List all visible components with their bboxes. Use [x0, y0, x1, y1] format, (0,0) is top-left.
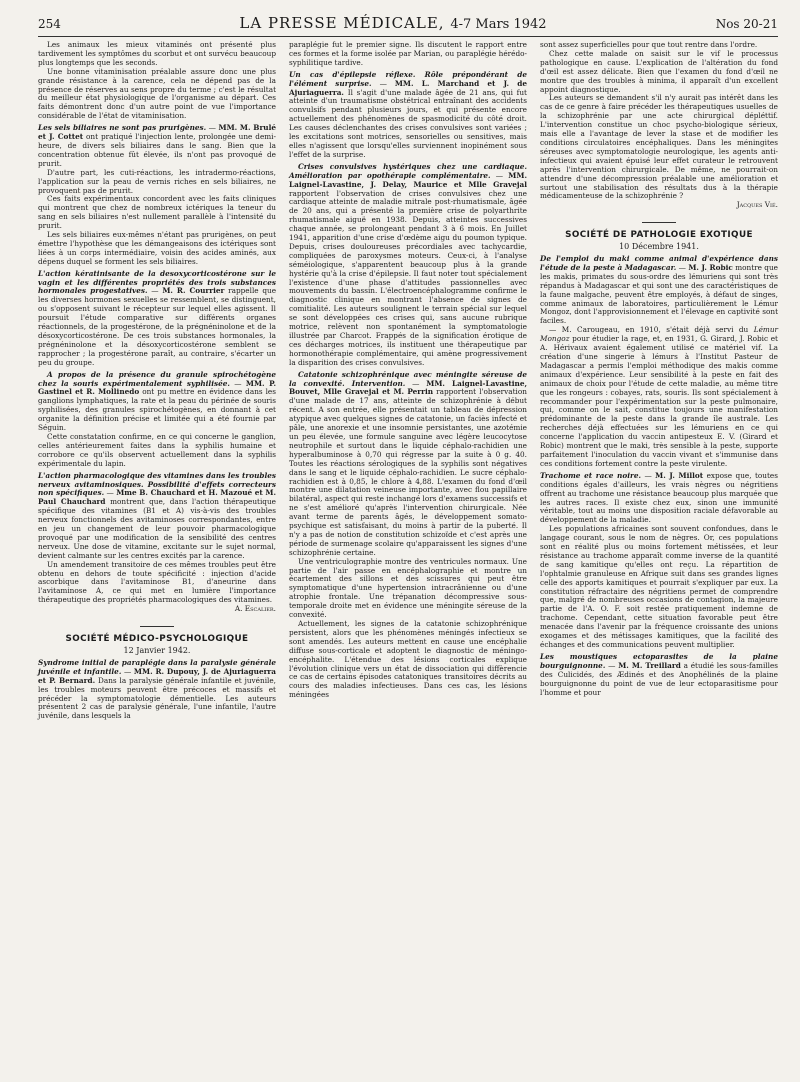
article-authors: MM. L. Marchand et J. de Ajuriaguerra. — [289, 78, 527, 97]
signature: Jacques Vié. — [736, 200, 778, 210]
article-text: montre que les makis, primates du sous-ordre des lémuriens qui sont très répandus à Madagascar et qui sont une des caractéristiques de la faune malgache, peuvent être employés, à défaut de singes, comme animaux de laboratoires, particulièrement le Lémur Mongoz, dont l'approvisionnement et l'élevage en captivité sont faciles. — [540, 262, 778, 326]
article-trachome: Trachome et race noire. — M. J. Millot expose que, toutes conditions égales d'ailleurs, les vrais nègres ou négritiens offrent au trachome une résistance beaucoup plus marquée que les autres races. Il existe chez eux, sinon une immunité véritable, tout au moins une disposition raciale défavorable au développement de la maladie. — [540, 470, 778, 525]
article-authors: MM. Laignel-Lavastine, Bouvet, Mlle Gravejal et M. Perrin — [289, 378, 528, 397]
article-text: Il s'agit d'une malade âgée de 21 ans, qui fut atteinte d'un traumatisme obstétrical entraînant des accidents convulsifs pendant plusieurs jours, et qui présente encore actuellement des phénomènes de spasmodicité du côté droit. Les causes déclenchantes des crises convulsives sont variées ; les excitations sont motrices, sensorielles ou sensitives, mais elles n'agissent que lorsqu'elles surviennent inopinément sous l'effet de la surprise. — [289, 87, 527, 159]
article-title: L'action pharmacologique des vitamines dans les troubles nerveux avitaminosiques. Possibilité d'effets correcteurs non spécifiques. — [38, 470, 276, 498]
paragraph: paraplégie fut le premier signe. Ils discutent le rapport entre ces formes et la forme isolée par Marian, ou paraplégie hérédo-syphilitique tardive. — [289, 40, 527, 67]
paragraph: Les auteurs se demandent s'il n'y aurait pas intérêt dans les cas de ce genre à faire précéder les thérapeutiques usuelles de la schizophrénie par une acte chirurgical dépléttif. L'intervention constitue un choc psycho-biologique sérieux, mais elle a l'avantage de lever la stase et de modifier les conditions circulatoires encéphaliques. Dans les méningites séreuses avec symptomatologie neurologique, les agents anti-infectieux qui avaient épuisé leur effet curateur le retrouvent après l'intervention chirurgicale. De même, ne pourrait-on attendre d'une décompression préalable une amélioration et surtout une stabilisation des résultats dus à la thérapie médicamenteuse de la schizophrénie ? — [540, 93, 778, 201]
column-2 — [289, 41, 527, 721]
column-1 — [38, 41, 276, 721]
issue-number: Nos 20-21 — [715, 17, 778, 31]
article-authors: M. J. Millot — [655, 470, 704, 480]
section-title: SOCIÉTÉ MÉDICO-PSYCHOLOGIQUE — [65, 634, 249, 645]
article-text: rappelle que les diverses hormones sexuelles se ressemblent, se distinguent, ou s'opposent suivant le récepteur sur lequel elles agissent. Il poursuit l'étude comparative sur différents organes réactionnels, de la progestérone, de la prégnéninolone et de la désoxycorticostérone. De ces trois substances hormonales, la prégnéninolone et la désoxycorticostérone semblent se rapprocher ; la progestérone paraît, au contraire, s'écarter un peu du groupe. — [38, 286, 277, 367]
article-text: expose que, toutes conditions égales d'ailleurs, les vrais nègres ou négritiens offrent au trachome une résistance beaucoup plus marquée que les autres races. Il existe chez eux, sinon une immunité véritable, tout au moins une disposition raciale défavorable au développement de la maladie. — [540, 470, 778, 525]
paragraph-text: pour étudier la rage, et, en 1931, G. Girard, J. Robic et A. Hérivaux avaient également utilisé ce matériel vif. La création d'une singerie à lémurs à l'Institut Pasteur de Madagascar a permis l'emploi méthodique des makis comme animaux d'expérience. Leur sensibilité à la peste en fait des animaux de choix pour l'étude de cette maladie, au même titre que les rongeurs : cobayes, rats, souris. Ils sont spécialement à recommander pour l'expérimentation sur la peste pulmonaire, qui, comme on le sait, constitue toujours une manifestation prédominante de la peste dans la grande île australe. Les recherches déjà effectuées sur les lémuriens en ce qui concerne l'application du vaccin antipesteux E. V. (Girard et Robic) montrent que le maki, très sensible à la peste, supporte parfaitement l'inoculation du vaccin vivant et s'immunise dans ces conditions fortement contre la peste virulente. — [540, 334, 778, 468]
article-authors: MM. P. Gastinel et R. Mollinedo — [38, 378, 276, 397]
page-number: 254 — [38, 17, 61, 31]
issue-date: 4-7 Mars 1942 — [450, 17, 547, 32]
article-authors: Mme B. Chauchard et H. Mazoué et M. Paul Chauchard — [38, 488, 276, 507]
article-epilepsie-reflexe: Un cas d'épilepsie réflexe. Rôle prépondérant de l'élément surprise. — MM. L. Marchand et J. de Ajuriaguerra. Il s'agit d'une malade âgée de 21 ans, qui fut atteinte d'un traumatisme obstétrical entraînant des accidents convulsifs pendant plusieurs jours, et qui présente encore actuellement des phénomènes de spasmodicité du côté droit. Les causes déclenchantes des crises convulsives sont variées ; les excitations sont motrices, sensorielles ou sensitives, mais elles n'agissent que lorsqu'elles surviennent inopinément sous l'effet de la surprise. — [289, 69, 527, 159]
signature: A. Escalier. — [234, 604, 276, 614]
emphasis-text: Lémur Mongoz — [540, 325, 779, 344]
article-title: De l'emploi du maki comme animal d'expérience dans l'étude de la peste à Madagascar. — [540, 254, 778, 272]
paragraph: sont assez superficielles pour que tout rentre dans l'ordre. — [540, 40, 758, 49]
article-vitamines: L'action pharmacologique des vitamines dans les troubles nerveux avitaminosiques. Possibilité d'effets correcteurs non spécifiques. — Mme B. Chauchard et H. Mazoué et M. Paul Chauchard montrent que, dans l'action thérapeutique spécifique des vitamines (B1 et A) vis-à-vis des troubles nerveux fonctionnels des avitaminoses correspondantes, entre en jeu un changement de leur pouvoir pharmacologique provoqué par une modification de la sensibilité des centres nerveux. Une dose de vitamine, excitante sur le sujet normal, devient calmante sur les centres excités par la carence. — [38, 470, 276, 560]
columns — [38, 41, 778, 721]
article-text: ont pu mettre en évidence dans les ganglions lymphatiques, la rate et la peau du périnée de souris syphilisées, des granules spirochétogènes, en donnant à cet organite la définition précise et limitée qui a été fournie par Séguin. — [38, 387, 276, 433]
article-catatonie: Catatonie schizophrénique avec méningite séreuse de la convexité. Intervention. — MM. Laignel-Lavastine, Bouvet, Mlle Gravejal et M. Perrin rapportent l'observation d'une malade de 17 ans, atteinte de schizophrénie à début récent. A son entrée, elle présentait un tableau de dépression atypique avec quelques signes de catatonie, un faciès infecté et pâle, une anorexie et une insomnie persistantes, une azotémie un peu élevée, une formule sanguine avec légère leucocytose neutrophile et surtout dans le liquide céphalo-rachidien une hyperalbuminose à 0,70 qui régresse par la suite à 0 g. 40. Toutes les réactions sérologiques de la syphilis sont négatives dans le sang et le liquide céphalo-rachidien. Le sucre céphalo-rachidien est à 0,85, le chlore à 4,88. L'examen du fond d'œil montre une dilatation veineuse importante, avec flou papillaire bilatéral, aspect qui reste inchangé lors d'examens successifs et ne s'est amélioré qu'après l'intervention chirurgicale. Née avant terme de parents âgés, le développement somato-psychique est satisfaisant, du moins à partir de la puberté. Il n'y a pas de notion de constitution schizoïde et c'est après une période de surmenage scolaire qu'apparaissent les signes d'une schizophrénie certaine. — [289, 369, 528, 557]
article-sels-biliaires: Les sels biliaires ne sont pas prurigènes. — MM. M. Brulé et J. Cottet ont pratiqué l'injection lente, prolongée une demi-heure, de divers sels biliaires dans le sang. Bien que la concentration obtenue fût élevée, ils n'ont pas provoqué de prurit. — [38, 123, 277, 168]
section-header-pathologie-exotique — [540, 222, 778, 252]
article-granule-spirochetogene: A propos de la présence du granule spirochétogène chez la souris expérimentalement syphilisée. — MM. P. Gastinel et R. Mollinedo ont pu mettre en évidence dans les ganglions lymphatiques, la rate et la peau du périnée de souris syphilisées, des granules spirochétogènes, en donnant à cet organite la définition précise et limitée qui a été fournie par Séguin. — [38, 369, 276, 433]
paragraph: Les sels biliaires eux-mêmes n'étant pas prurigènes, on peut émettre l'hypothèse que les démangeaisons des ictériques sont liées à un corps intermédiaire, voisin des acides aminés, aux dépens duquel se forment les sels biliaires. — [38, 230, 276, 266]
article-text: a étudié les sous-familles des Culicidés, des Ædinés et des Anophélinés de la plaine bourguignonne du point de vue de leur ectoparasitisme pour l'homme et pour — [540, 660, 779, 697]
section-date: 10 Décembre 1941. — [619, 242, 699, 252]
article-title: L'action kératinisante de la desoxycorticostérone sur le vagin et les différentes propriétés des trois substances hormonales progestatives. — [38, 268, 276, 296]
article-paraplegie: Syndrome initial de paraplégie dans la paralysie générale juvénile et infantile. — MM. R. Dupouy, J. de Ajuriaguerra et P. Bernard. Dans la paralysie générale infantile et juvénile, les troubles moteurs peuvent être précoces et massifs et précéder la symptomatologie démentielle. Les auteurs présentent 2 cas de paralysie générale, l'une infantile, l'autre juvénile, dans lesquels la — [38, 657, 277, 721]
article-text: Dans la paralysie générale infantile et juvénile, les troubles moteurs peuvent être précoces et massifs et précéder la symptomatologie démentielle. Les auteurs présentent 2 cas de paralysie générale, l'une infantile, l'autre juvénile, dans lesquels la — [38, 675, 276, 721]
paragraph: Chez cette malade on saisit sur le vif le processus pathologique en cause. L'explication de l'altération du fond d'œil est assez délicate. Bien que l'examen du fond d'œil ne montre que des troubles à minima, il apparaît d'un excellent appoint diagnostique. — [540, 48, 778, 94]
paragraph: Les animaux les mieux vitaminés ont présenté plus tardivement les symptômes du scorbut et ont survécu beaucoup plus longtemps que les seconds. — [38, 40, 276, 67]
section-title: SOCIÉTÉ DE PATHOLOGIE EXOTIQUE — [565, 230, 753, 241]
paragraph: Une ventriculographie montre des ventricules normaux. Une partie de l'air passe en encéphalographie et montre un écartement des sillons et des scissures qui peut être symptomatique d'une hypertension intracrânienne ou d'une atrophie frontale. Une trépanation décompressive sous-temporale droite met en évidence une méningite séreuse de la convexité. — [289, 556, 527, 620]
paragraph: Cette constatation confirme, en ce qui concerne le ganglion, celles antérieurement faites dans la syphilis humaine et corrobore ce qu'ils observent actuellement dans la syphilis expérimentale du lapin. — [38, 431, 276, 468]
article-title: Syndrome initial de paraplégie dans la paralysie générale juvénile et infantile. — [38, 657, 276, 676]
article-title: Crises convulsives hystériques chez une cardiaque. Amélioration par opothérapie complémentaire. — [289, 161, 527, 180]
article-title: Catatonie schizophrénique avec méningite séreuse de la convexité. Intervention. — [289, 369, 527, 388]
article-authors: M. J. Robic — [688, 262, 733, 272]
article-title: Les sels biliaires ne sont pas prurigènes. — [38, 123, 207, 133]
section-header-medico-psychologique — [38, 626, 276, 656]
article-title: Un cas d'épilepsie réflexe. Rôle prépondérant de l'élément surprise. — [289, 69, 527, 88]
article-maki: De l'emploi du maki comme animal d'expérience dans l'étude de la peste à Madagascar. — M. J. Robic montre que les makis, primates du sous-ordre des lémuriens qui sont très répandus à Madagascar et qui sont une des caractéristiques de la faune malgache, peuvent être employés, à défaut de singes, comme animaux de laboratoires, particulièrement le Lémur Mongoz, dont l'approvisionnement et l'élevage en captivité sont faciles. — [540, 254, 778, 326]
article-title: Trachome et race noire. — [540, 470, 642, 480]
article-text: ont pratiqué l'injection lente, prolongée une demi-heure, de divers sels biliaires dans le sang. Bien que la concentration obtenue fût élevée, ils n'ont pas provoqué de prurit. — [38, 132, 276, 168]
paragraph-text: M. Carougeau, en 1910, s'était déjà servi du — [561, 325, 749, 335]
section-date: 12 Janvier 1942. — [123, 646, 191, 655]
article-text: rapportent l'observation d'une malade de 17 ans, atteinte de schizophrénie à début récent. A son entrée, elle présentait un tableau de dépression atypique avec quelques signes de catatonie, un faciès infecté et pâle, une anorexie et une insomnie persistantes, une azotémie un peu élevée, une formule sanguine avec légère leucocytose neutrophile et surtout dans le liquide céphalo-rachidien une hyperalbuminose à 0,70 qui régresse par la suite à 0 g. 40. Toutes les réactions sérologiques de la syphilis sont négatives dans le sang et le liquide céphalo-rachidien. Le sucre céphalo-rachidien est à 0,85, le chlore à 4,88. L'examen du fond d'œil montre une dilatation veineuse importante, avec flou papillaire bilatéral, aspect qui reste inchangé lors d'examens successifs et ne s'est amélioré qu'après l'intervention chirurgicale. Née avant terme de parents âgés, le développement somato-psychique est satisfaisant, du moins à partir de la puberté. Il n'y a pas de notion de constitution schizoïde et c'est après une période de surmenage scolaire qu'apparaissent les signes d'une schizophrénie certaine. — [289, 387, 528, 557]
paragraph: Un amendement transitoire de ces mêmes troubles peut être obtenu en dehors de toute spécificité : injection d'acide ascorbique dans l'avitaminose B1, d'aneurine dans l'avitaminose A, ce qui met en lumière l'importance thérapeutique des propriétés pharmacologiques des vitamines. — [38, 559, 276, 605]
paragraph: Actuellement, les signes de la catatonie schizophrénique persistent, alors que les phénomènes méningés infectieux se sont amendés. Les auteurs mettent en cause une encéphalie diffuse sous-corticale et adoptent le diagnostic de méningo-encéphalite. L'étendue des lésions corticales explique l'évolution clinique vers un état de dissociation qui diffèrencie ce cas de certains épisodes catatoniques transitoires décrits au cours des maladies infectieuses. Dans ces cas, les lésions méningées — [289, 619, 527, 700]
paragraph: — M. Carougeau, en 1910, s'était déjà servi du Lémur Mongoz pour étudier la rage, et, en 1931, G. Girard, J. Robic et A. Hérivaux avaient également utilisé ce matériel vif. La création d'une singerie à lémurs à l'Institut Pasteur de Madagascar a permis l'emploi méthodique des makis comme animaux d'expérience. Leur sensibilité à la peste en fait des animaux de choix pour l'étude de cette maladie, au même titre que les rongeurs : cobayes, rats, souris. Ils sont spécialement à recommander pour l'expérimentation sur la peste pulmonaire, qui, comme on le sait, constitue toujours une manifestation prédominante de la peste dans la grande île australe. Les recherches déjà effectuées sur les lémuriens en ce qui concerne l'application du vaccin antipesteux E. V. (Girard et Robic) montrent que le maki, très sensible à la peste, supporte parfaitement l'inoculation du vaccin vivant et s'immunise dans ces conditions fortement contre la peste virulente. — [540, 325, 779, 468]
article-authors: M. R. Courrier — [162, 286, 225, 296]
article-title: Les moustiques ectoparasites de la plaine bourguignonne. — [540, 651, 778, 670]
section-rule — [642, 222, 676, 223]
article-crises-convulsives: Crises convulsives hystériques chez une cardiaque. Amélioration par opothérapie complémentaire. — MM. Laignel-Lavastine, J. Delay, Maurice et Mlle Gravejal rapportent l'observation de crises convulsives chez une cardiaque atteinte de maladie mitrale post-rhumatismale, âgée de 20 ans, qui a présenté la première crise de polyarthrite rhumatismale aiguë en 1938. Depuis, atteintes successives chaque année, se prolongeant pendant 3 à 6 mois. En Juillet 1941, apparition d'une crise d'œdème aigu du poumon typique. Depuis, crises douloureuses précordiales avec tachycardie, compliquées de paroxysmes moteurs. Ceux-ci, à l'analyse séméiologique, s'apparentent beaucoup plus à la grande hystérie qu'à la crise d'épilepsie. Il faut noter tout spécialement l'existence d'une phase d'attitudes passionnelles avec mouvements du bassin. L'électroencéphalogramme confirme le diagnostic clinique en montrant l'absence de signes de comitialité. Les auteurs soulignent le terrain spécial sur lequel se sont développées ces crises qui, sans aucune rubrique motrice, relèvent non spontanément la symptomatologie illustrée par Charcot. Frappés de la signification érotique de ces décharges motrices, ils instituent une thérapeutique par hormonothérapie complémentaire, qui amène progressivement la disparition des crises convulsives. — [289, 161, 527, 367]
article-desoxycorticosterone: L'action kératinisante de la desoxycorticostérone sur le vagin et les différentes propriétés des trois substances hormonales progestatives. — M. R. Courrier rappelle que les diverses hormones sexuelles se ressemblent, se distinguent, ou s'opposent suivant le récepteur sur lequel elles agissent. Il poursuit l'étude comparative sur différents organes réactionnels, de la progestérone, de la prégnéninolone et de la désoxycorticostérone. De ces trois substances hormonales, la prégnéninolone et la désoxycorticostérone semblent se rapprocher ; la progestérone paraît, au contraire, s'écarter un peu du groupe. — [38, 268, 277, 367]
article-authors: M. M. Treillard — [618, 660, 681, 670]
column-3 — [540, 41, 778, 721]
paragraph: D'autre part, les cuti-réactions, les intradermo-réactions, l'application sur la peau de vernis riches en sels biliaires, ne provoquent pas de prurit. — [38, 167, 276, 195]
journal-title: LA PRESSE MÉDICALE, — [239, 14, 445, 32]
section-rule — [140, 626, 174, 627]
paragraph: Les populations africaines sont souvent confondues, dans le langage courant, sous le nom de nègres. Or, ces populations sont en réalité plus ou moins fortement métissées, et leur résistance au trachome apparaît comme inverse de la quantité de sang kamitique qu'elles ont reçu. La répartition de l'ophtalmie granuleuse en Afrique suit dans ses grandes lignes celle des apports kamitiques et pourrait s'expliquer par eux. La constitution réfractaire des négritiens permet de comprendre que, malgré de nombreuses occasions de contagion, la majeure partie de l'A. O. F. soit restée pratiquement indemne de trachome. Cependant, cette situation favorable peut être menacée dans l'avenir par la fréquence croissante des unions exogames et des métissages kamitiques, que la facilité des échanges et des communications peuvent multiplier. — [540, 524, 778, 649]
article-text: rapportent l'observation de crises convulsives chez une cardiaque atteinte de maladie mitrale post-rhumatismale, âgée de 20 ans, qui a présenté la première crise de polyarthrite rhumatismale aiguë en 1938. Depuis, atteintes successives chaque année, se prolongeant pendant 3 à 6 mois. En Juillet 1941, apparition d'une crise d'œdème aigu du poumon typique. Depuis, crises douloureuses précordiales avec tachycardie, compliquées de paroxysmes moteurs. Ceux-ci, à l'analyse séméiologique, s'apparentent beaucoup plus à la grande hystérie qu'à la crise d'épilepsie. Il faut noter tout spécialement l'existence d'une phase d'attitudes passionnelles avec mouvements du bassin. L'électroencéphalogramme confirme le diagnostic clinique en montrant l'absence de signes de comitialité. Les auteurs soulignent le terrain spécial sur lequel se sont développées ces crises qui, sans aucune rubrique motrice, relèvent non spontanément la symptomatologie illustrée par Charcot. Frappés de la signification érotique de ces décharges motrices, ils instituent une thérapeutique par hormonothérapie complémentaire, qui amène progressivement la disparition des crises convulsives. — [289, 188, 527, 367]
article-moustiques: Les moustiques ectoparasites de la plaine bourguignonne. — M. M. Treillard a étudié les sous-familles des Culicidés, des Ædinés et des Anophélinés de la plaine bourguignonne du point de vue de leur ectoparasitisme pour l'homme et pour — [540, 651, 779, 697]
article-title: A propos de la présence du granule spirochétogène chez la souris expérimentalement syphilisée. — [38, 369, 276, 388]
article-authors: MM. Laignel-Lavastine, J. Delay, Maurice et Mlle Gravejal — [289, 170, 527, 189]
article-authors: MM. R. Dupouy, J. de Ajuriaguerra et P. Bernard. — [38, 666, 277, 685]
article-authors: MM. M. Brulé et J. Cottet — [38, 123, 277, 142]
paragraph: Ces faits expérimentaux concordent avec les faits cliniques qui montrent que chez de nombreux ictériques la teneur du sang en sels biliaires n'est nullement parallèle à l'intensité du prurit. — [38, 194, 276, 231]
masthead — [78, 14, 708, 32]
article-text: montrent que, dans l'action thérapeutique spécifique des vitamines (B1 et A) vis-à-vis des troubles nerveux fonctionnels des avitaminoses correspondantes, entre en jeu un changement de leur pouvoir pharmacologique provoqué par une modification de la sensibilité des centres nerveux. Une dose de vitamine, excitante sur le sujet normal, devient calmante sur les centres excités par la carence. — [38, 497, 276, 560]
paragraph: Une bonne vitaminisation préalable assure donc une plus grande résistance à la carence, cela ne dépend pas de la présence de réserves au sens propre du terme ; c'est le résultat du meilleur état physiologique de l'organisme au départ. Ces faits démontrent donc d'un autre point de vue l'importance considérable de l'état de vitaminisation. — [38, 66, 276, 121]
page-header — [38, 14, 778, 37]
